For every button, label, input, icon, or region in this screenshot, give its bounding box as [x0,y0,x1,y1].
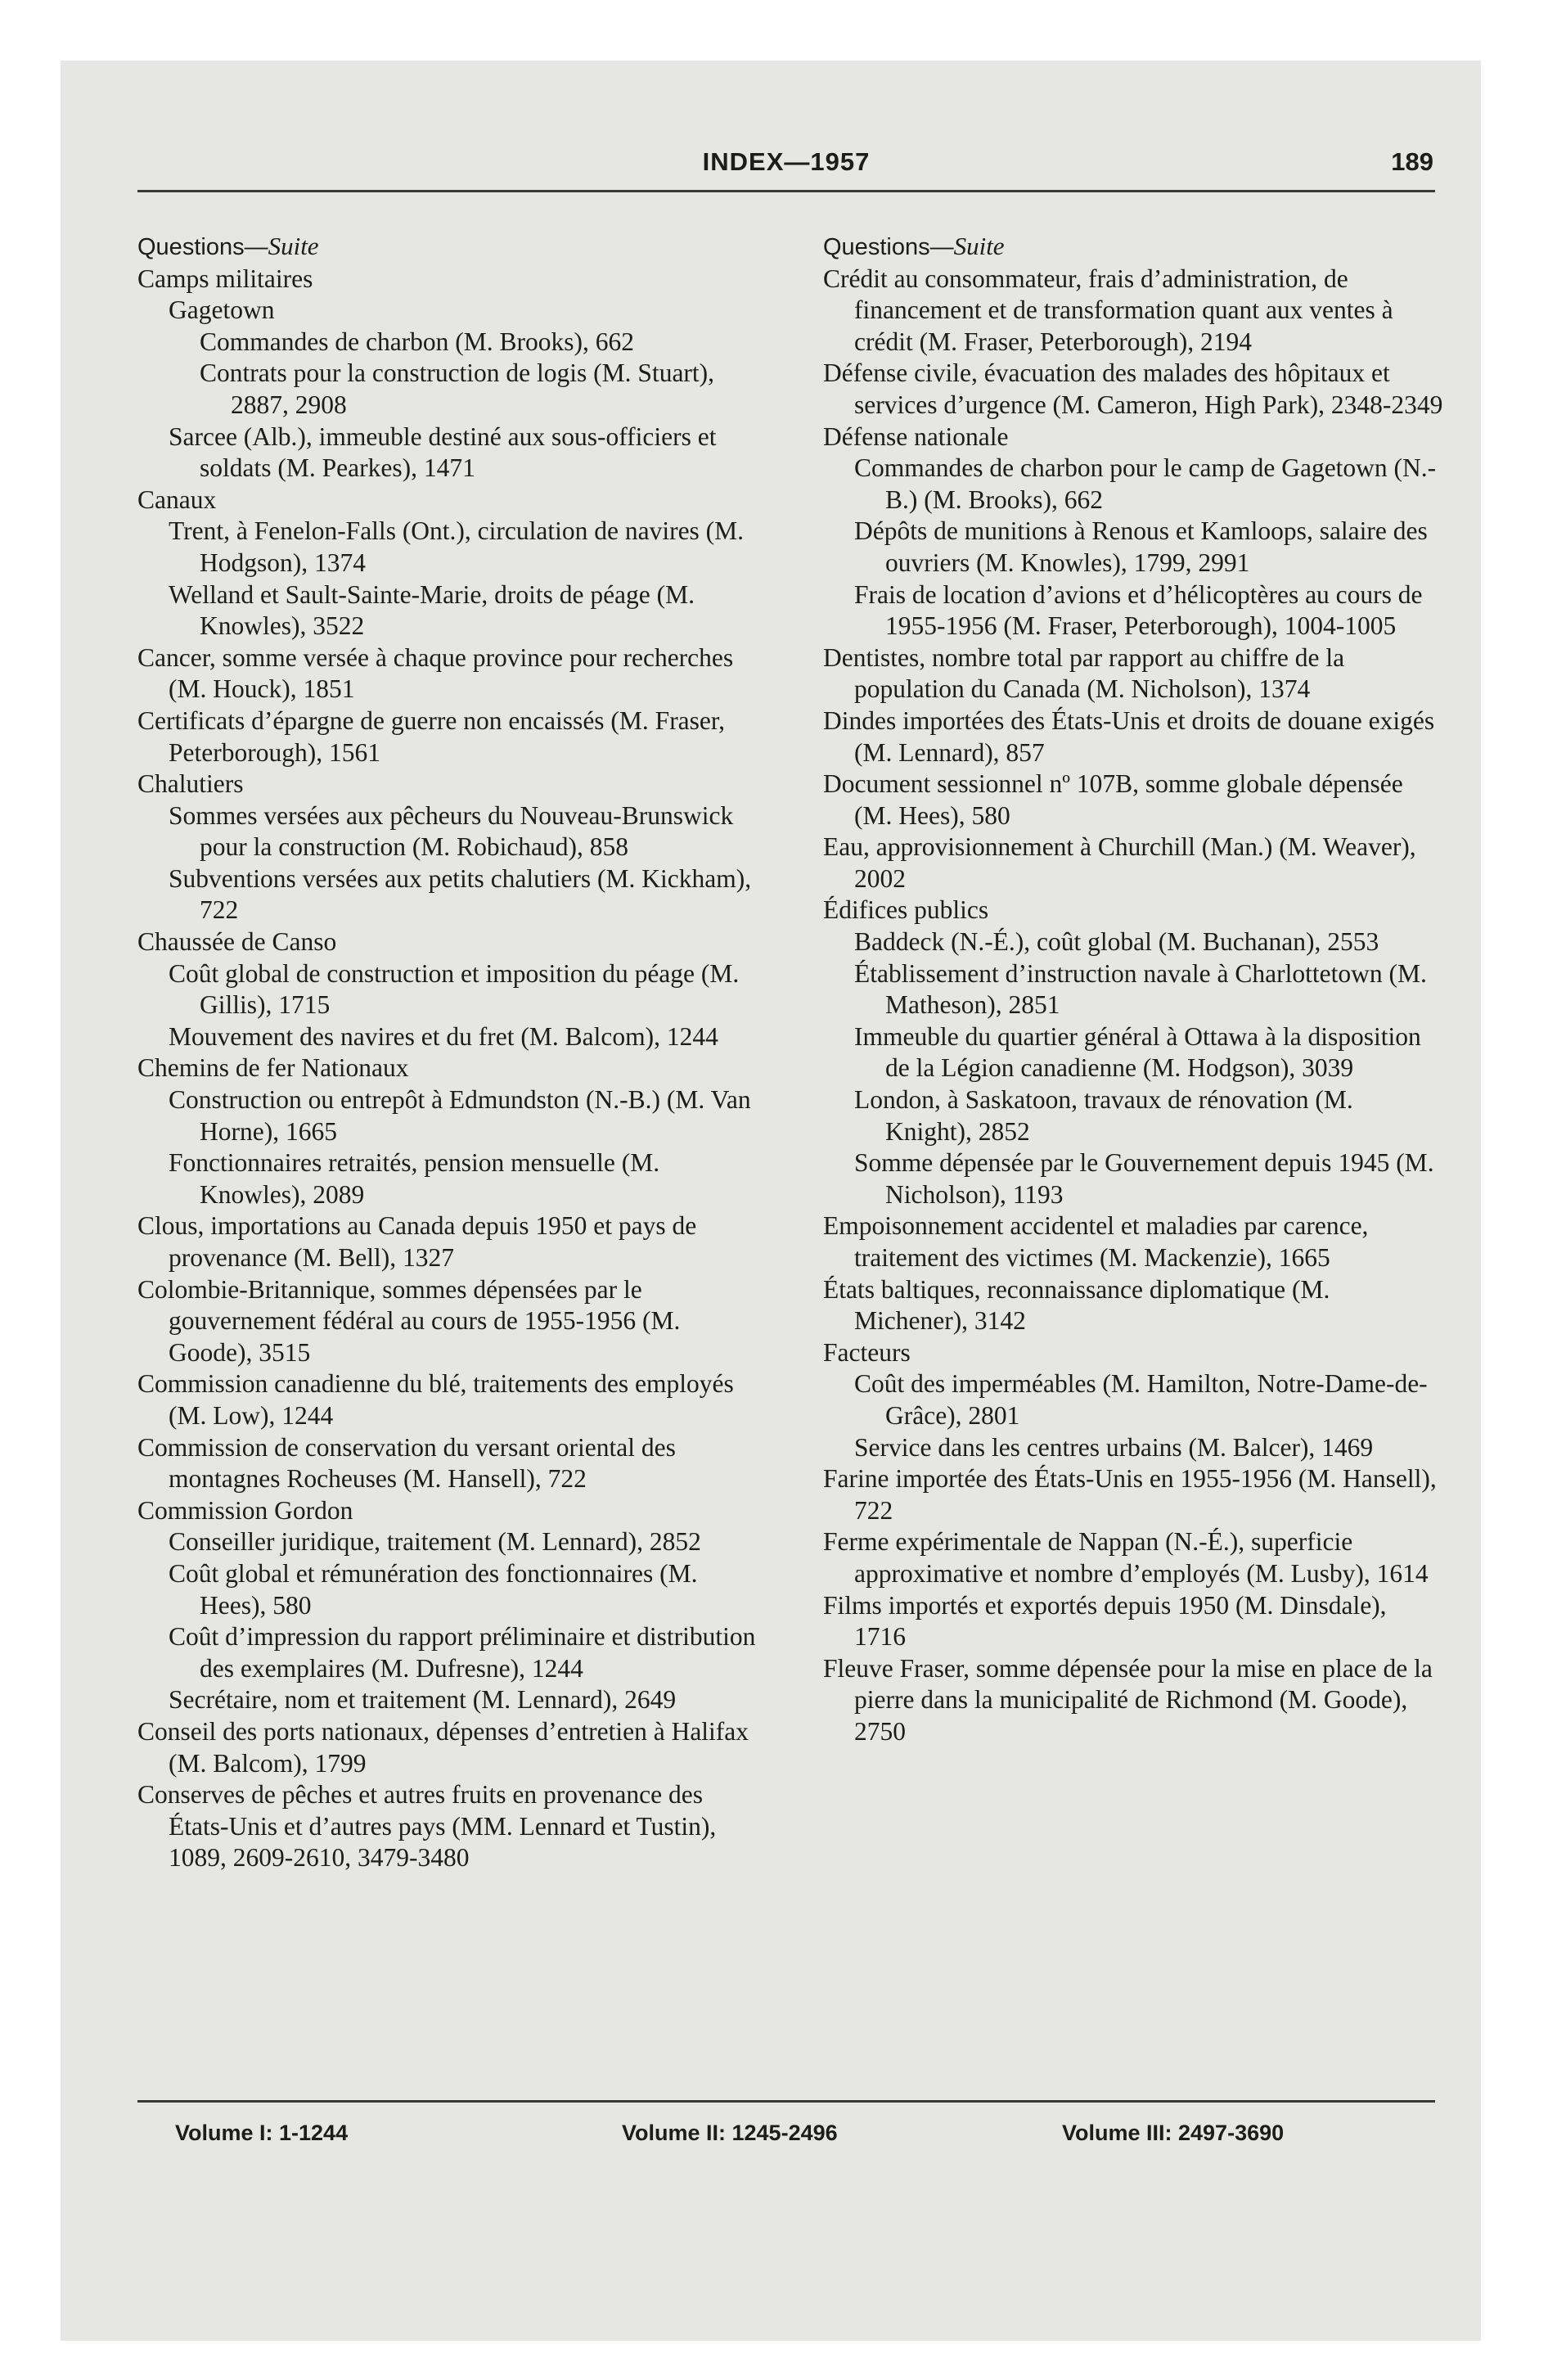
index-entry: Secrétaire, nom et traitement (M. Lennard), 2649 [169,1685,677,1715]
index-entry: Gagetown [169,295,275,325]
index-entry: Défense civile, évacuation des malades des hôpitaux et services d’urgence (M. Cameron, High Park), 2348-2349 [823,358,1443,419]
index-entry: Colombie-Britannique, sommes dépensées par le gouvernement fédéral au cours de 1955-1956 (M. Goode), 3515 [137,1274,681,1367]
index-entry: Mouvement des navires et du fret (M. Balcom), 1244 [169,1021,718,1051]
index-entry: Baddeck (N.-É.), coût global (M. Buchanan), 2553 [854,927,1379,957]
right-entries [823,264,1443,1748]
index-entry: Conserves de pêches et autres fruits en provenance des États-Unis et d’autres pays (MM. Lennard et Tustin), 1089, 2609-2610, 3479-3480 [137,1780,717,1873]
header-title: INDEX—1957 [702,147,871,176]
index-entry: Dentistes, nombre total par rapport au chiffre de la population du Canada (M. Nicholson), 1374 [823,642,1345,704]
index-entry: Construction ou entrepôt à Edmundston (N.-B.) (M. Van Horne), 1665 [169,1085,751,1146]
index-entry: Établissement d’instruction navale à Charlottetown (M. Matheson), 2851 [854,958,1427,1020]
index-entry: Subventions versées aux petits chalutiers (M. Kickham), 722 [169,863,752,925]
section-heading: Questions—Suite [137,232,319,260]
index-entry: Crédit au consommateur, frais d’administration, de financement et de transformation quant aux ventes à crédit (M. Fraser, Peterborough), 2194 [823,264,1393,356]
volume-footer [137,2100,1435,2168]
index-entry: Chaussée de Canso [137,927,337,957]
index-entry: London, à Saskatoon, travaux de rénovation (M. Knight), 2852 [854,1085,1353,1146]
index-entry: Commandes de charbon pour le camp de Gagetown (N.-B.) (M. Brooks), 662 [854,453,1437,514]
index-entry: Immeuble du quartier général à Ottawa à la disposition de la Légion canadienne (M. Hodgson), 3039 [854,1021,1421,1083]
index-entry: Conseil des ports nationaux, dépenses d’entretien à Halifax (M. Balcom), 1799 [137,1716,749,1778]
page-number: 189 [1391,147,1433,176]
index-entry: Chalutiers [137,769,244,799]
index-entry: Welland et Sault-Sainte-Marie, droits de péage (M. Knowles), 3522 [169,579,695,641]
index-entry: Ferme expérimentale de Nappan (N.-É.), superficie approximative et nombre d’employés (M. Lusby), 1614 [823,1527,1429,1588]
index-entry: Document sessionnel nº 107B, somme globale dépensée (M. Hees), 580 [823,769,1403,830]
index-entry: Facteurs [823,1337,911,1367]
index-entry: Commandes de charbon (M. Brooks), 662 [200,327,635,356]
footer-volume-3: Volume III: 2497-3690 [1062,2121,1285,2145]
index-entry: Trent, à Fenelon-Falls (Ont.), circulation de navires (M. Hodgson), 1374 [169,516,745,577]
running-header [137,146,1435,192]
index-entry: Commission Gordon [137,1495,353,1525]
index-entry: Empoisonnement accidentel et maladies par carence, traitement des victimes (M. Mackenzie), 1665 [823,1211,1369,1272]
index-entry: Chemins de fer Nationaux [137,1053,409,1083]
index-entry: Défense nationale [823,421,1009,451]
index-entry: Camps militaires [137,264,313,293]
index-entry: Clous, importations au Canada depuis 1950 et pays de provenance (M. Bell), 1327 [137,1211,697,1272]
index-entry: Dindes importées des États-Unis et droits de douane exigés (M. Lennard), 857 [823,705,1435,767]
footer-volume-2: Volume II: 1245-2496 [622,2121,838,2145]
index-entry: Dépôts de munitions à Renous et Kamloops, salaire des ouvriers (M. Knowles), 1799, 2991 [854,516,1428,577]
index-entry: Canaux [137,485,217,514]
index-entry: Coût des imperméables (M. Hamilton, Notre-Dame-de-Grâce), 2801 [854,1369,1428,1430]
index-entry: Service dans les centres urbains (M. Balcer), 1469 [854,1432,1374,1462]
index-entry: Eau, approvisionnement à Churchill (Man.) (M. Weaver), 2002 [823,832,1416,893]
index-entry: Contrats pour la construction de logis (M. Stuart), 2887, 2908 [200,358,715,419]
index-entry: Coût d’impression du rapport préliminaire et distribution des exemplaires (M. Dufresne), 1244 [169,1622,756,1683]
index-entry: Somme dépensée par le Gouvernement depuis 1945 (M. Nicholson), 1193 [854,1148,1434,1209]
right-column [823,231,1443,1748]
section-heading: Questions—Suite [823,232,1005,260]
left-column [137,231,764,1874]
index-entry: Sarcee (Alb.), immeuble destiné aux sous-officiers et soldats (M. Pearkes), 1471 [169,421,717,483]
index-entry: Films importés et exportés depuis 1950 (M. Dinsdale), 1716 [823,1590,1387,1652]
index-entry: Conseiller juridique, traitement (M. Lennard), 2852 [169,1527,701,1557]
index-entry: Coût global de construction et imposition du péage (M. Gillis), 1715 [169,958,740,1020]
index-entry: Édifices publics [823,895,989,925]
index-entry: Fleuve Fraser, somme dépensée pour la mise en place de la pierre dans la municipalité de Richmond (M. Goode), 2750 [823,1653,1433,1746]
index-entry: États baltiques, reconnaissance diplomatique (M. Michener), 3142 [823,1274,1330,1336]
index-entry: Certificats d’épargne de guerre non encaissés (M. Fraser, Peterborough), 1561 [137,705,726,767]
index-entry: Sommes versées aux pêcheurs du Nouveau-Brunswick pour la construction (M. Robichaud), 858 [169,800,734,862]
index-entry: Frais de location d’avions et d’hélicoptères au cours de 1955-1956 (M. Fraser, Peterborough), 1004-1005 [854,579,1423,641]
index-entry: Cancer, somme versée à chaque province pour recherches (M. Houck), 1851 [137,642,734,704]
index-entry: Coût global et rémunération des fonctionnaires (M. Hees), 580 [169,1558,698,1620]
index-entry: Farine importée des États-Unis en 1955-1956 (M. Hansell), 722 [823,1464,1437,1525]
index-entry: Commission de conservation du versant oriental des montagnes Rocheuses (M. Hansell), 722 [137,1432,676,1494]
footer-volume-1: Volume I: 1-1244 [175,2121,349,2145]
left-entries [137,264,764,1874]
index-entry: Fonctionnaires retraités, pension mensuelle (M. Knowles), 2089 [169,1148,660,1209]
index-entry: Commission canadienne du blé, traitements des employés (M. Low), 1244 [137,1369,734,1430]
